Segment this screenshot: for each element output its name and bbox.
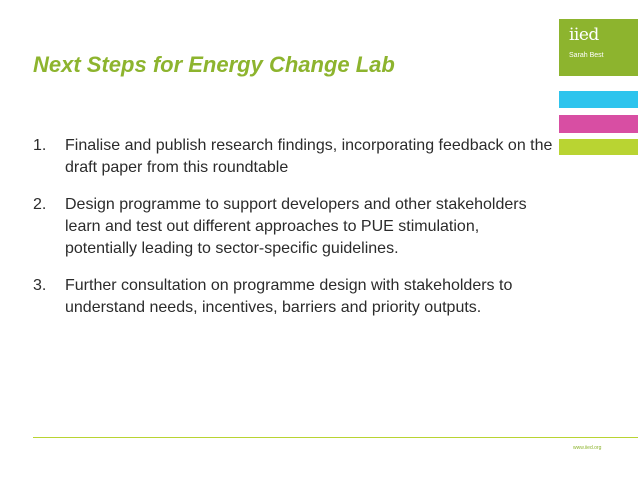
step-text: Further consultation on programme design with stakeholders to understand needs, incentives, barriers and priority outputs.	[65, 277, 513, 316]
list-item	[33, 194, 553, 260]
next-steps-list	[33, 135, 553, 334]
footer-divider	[33, 437, 638, 438]
step-text: Finalise and publish research findings, incorporating feedback on the draft paper from this roundtable	[65, 137, 553, 176]
iied-logo: iied	[569, 25, 599, 45]
slide-title: Next Steps for Energy Change Lab	[33, 52, 395, 77]
step-number: 3.	[33, 277, 47, 294]
step-number: 2.	[33, 196, 47, 213]
list-item	[33, 135, 553, 179]
step-text: Design programme to support developers and other stakeholders learn and test out different approaches to PUE stimulation, potentially leading to sector-specific guidelines.	[65, 196, 527, 257]
decorative-stripe-lime	[559, 139, 638, 155]
list-item	[33, 275, 553, 319]
footer-url: www.iied.org	[573, 445, 602, 451]
brand-block	[559, 19, 638, 76]
decorative-stripe-cyan	[559, 91, 638, 108]
author-name: Sarah Best	[569, 52, 604, 59]
decorative-stripe-magenta	[559, 115, 638, 133]
step-number: 1.	[33, 137, 47, 154]
